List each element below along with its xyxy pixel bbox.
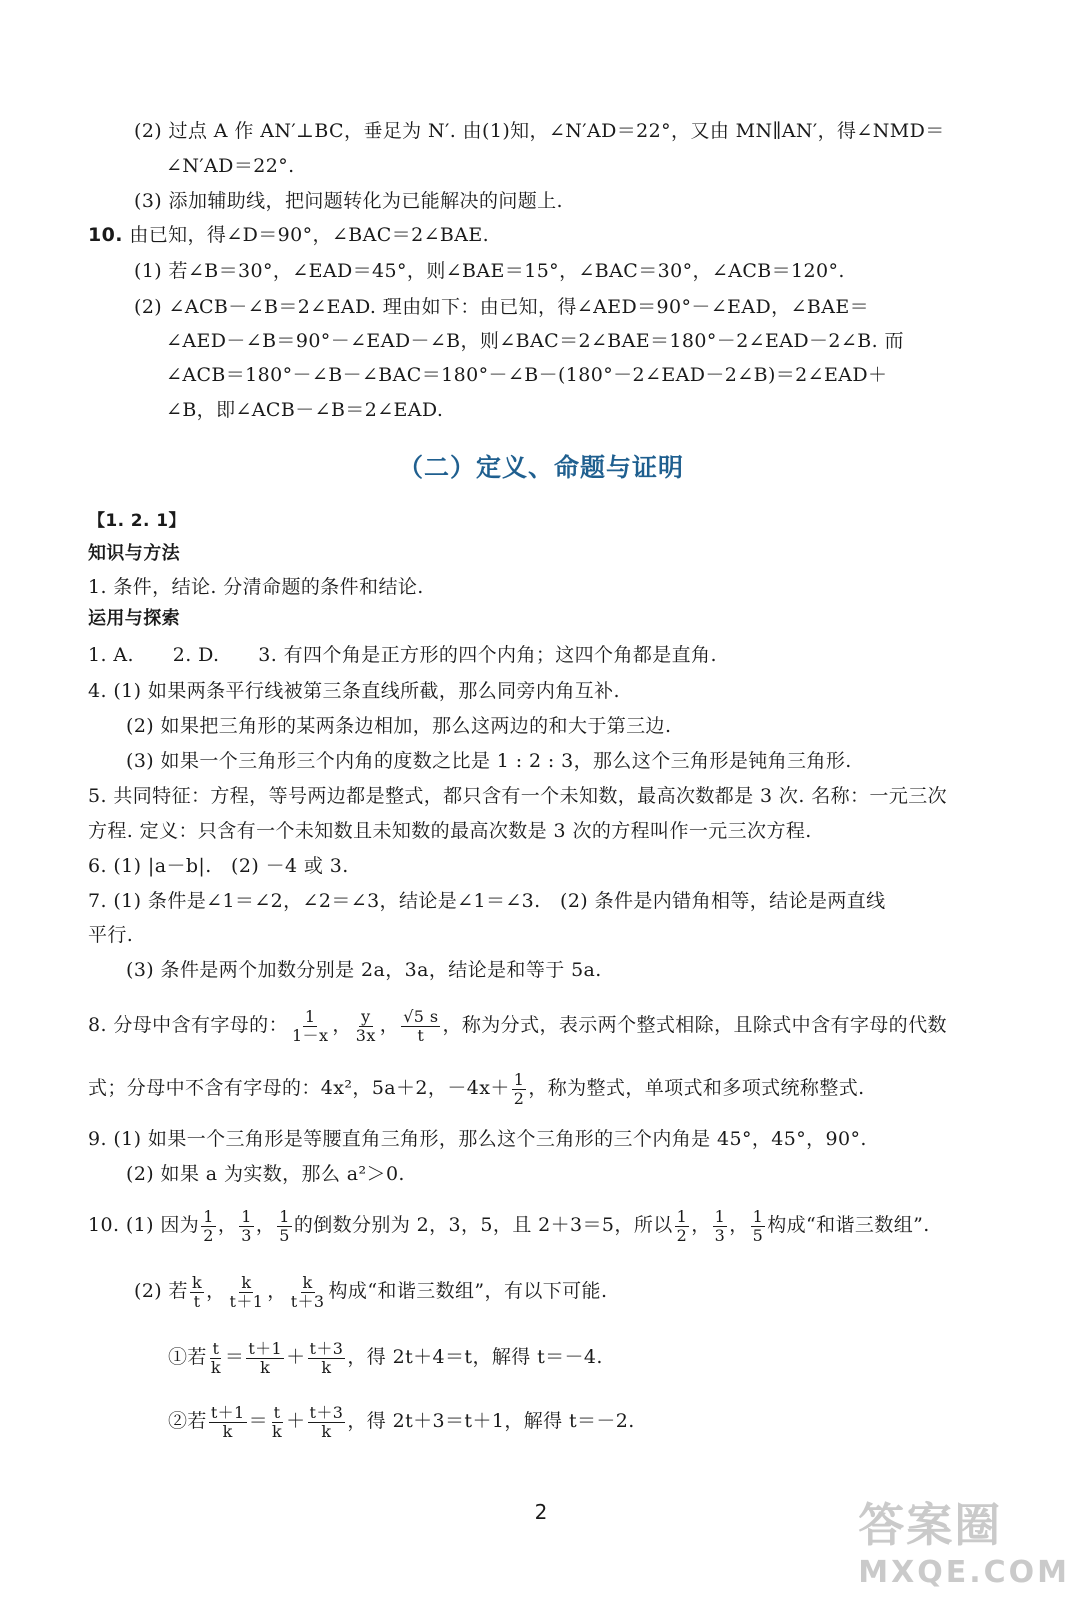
text-line: 5. 共同特征：方程，等号两边都是整式，都只含有一个未知数，最高次数都是 3 次. 名称：一元三次: [88, 785, 948, 807]
text-line: 1. 条件，结论. 分清命题的条件和结论.: [88, 576, 424, 598]
text-line: 平行.: [88, 924, 134, 946]
text-line: 由已知，得∠D＝90°，∠BAC＝2∠BAE.: [129, 224, 490, 246]
case-1: ①若 $\frac{t}{k}$ ＝ $\frac{t+1}{k}$ ＋ $\frac{t+3}{k}$ ，得 2t＋4＝t，解得 t＝－4.: [168, 1338, 603, 1377]
page-number: 2: [534, 1500, 548, 1524]
text-line: ∠AED－∠B＝90°－∠EAD－∠B，则∠BAC＝2∠BAE＝180°－2∠EAD－2∠B. 而: [166, 330, 904, 352]
text-segment: ，称为分式，表示两个整式相除，且除式中含有字母的代数: [442, 1014, 947, 1036]
text-line: (2) ∠ACB－∠B＝2∠EAD. 理由如下：由已知，得∠AED＝90°－∠EAD，∠BAE＝: [134, 296, 870, 318]
text-line: (2) 如果 a 为实数，那么 a²＞0.: [126, 1163, 405, 1185]
section-tag: 【1. 2. 1】: [88, 511, 186, 531]
text-line: (1) 若∠B＝30°，∠EAD＝45°，则∠BAE＝15°，∠BAC＝30°，∠ACB＝120°.: [134, 260, 845, 282]
question-10-part2: (2) 若 $\frac{k}{t}$ ， $\frac{k}{t+1}$ ， $\frac{k}{t+3}$ 构成“和谐三数组”，有以下可能.: [134, 1272, 608, 1311]
text-line: (2) 如果把三角形的某两条边相加，那么这两边的和大于第三边.: [126, 715, 672, 737]
text-line: (3) 条件是两个加数分别是 2a，3a，结论是和等于 5a.: [126, 959, 602, 981]
question-number: 10.: [88, 224, 123, 246]
text-line: 6. (1) |a－b|. (2) －4 或 3.: [88, 855, 349, 877]
text-line: 9. (1) 如果一个三角形是等腰直角三角形，那么这个三角形的三个内角是 45°，45°，90°.: [88, 1128, 867, 1150]
section-title: （二）定义、命题与证明: [397, 453, 684, 482]
text-segment: ，称为整式，单项式和多项式统称整式.: [528, 1077, 865, 1099]
text-line: ∠B，即∠ACB－∠B＝2∠EAD.: [166, 399, 444, 421]
fraction: $\frac{y}{3x}$: [355, 1006, 376, 1045]
heading-apply: 运用与探索: [88, 608, 180, 629]
question-8-line1: 8. 分母中含有字母的： $\frac{1}{1-x}$ ， $\frac{y}{3x}$ ， $\frac{√5 s}{t}$ ，称为分式，表示两个整式相除，且除式中含有字母的代数: [88, 1006, 947, 1045]
question-10: [88, 222, 489, 248]
text-line: 7. (1) 条件是∠1＝∠2，∠2＝∠3，结论是∠1＝∠3. (2) 条件是内错角相等，结论是两直线: [88, 890, 886, 912]
question-10-part1: 10. (1) 因为 $\frac{1}{2}$ ， $\frac{1}{3}$ ， $\frac{1}{5}$ 的倒数分别为 2，3，5，且 2＋3＝5，所以 $\frac{1}{2}$ ， $\frac{1}{3}$ ， $\frac{1}{5}$ 构成“和谐三数组”.: [88, 1206, 930, 1245]
text-line: 4. (1) 如果两条平行线被第三条直线所截，那么同旁内角互补.: [88, 680, 620, 702]
fraction: $\frac{1}{2}$: [513, 1069, 525, 1108]
text-line: ∠N′AD＝22°.: [166, 155, 295, 177]
text-segment: 式；分母中不含有字母的：4x²，5a＋2，－4x＋: [88, 1077, 510, 1099]
watermark-text: 答案圈: [858, 1498, 1003, 1552]
text-line: 方程. 定义：只含有一个未知数且未知数的最高次数是 3 次的方程叫作一元三次方程.: [88, 820, 812, 842]
text-line: (3) 添加辅助线，把问题转化为已能解决的问题上.: [134, 190, 563, 212]
text-segment: 8. 分母中含有字母的：: [88, 1014, 288, 1036]
fraction: $\frac{1}{1-x}$: [291, 1006, 329, 1045]
text-line: (3) 如果一个三角形三个内角的度数之比是 1 : 2 : 3，那么这个三角形是钝角三角形.: [126, 750, 852, 772]
question-8-line2: [88, 1065, 865, 1111]
watermark-logo: [858, 1489, 1070, 1590]
heading-knowledge: 知识与方法: [88, 543, 180, 564]
case-2: ②若 $\frac{t+1}{k}$ ＝ $\frac{t}{k}$ ＋ $\frac{t+3}{k}$ ，得 2t＋3＝t＋1，解得 t＝－2.: [168, 1402, 635, 1441]
watermark-url: MXQE.COM: [858, 1555, 1070, 1590]
text-line: 1. A. 2. D. 3. 有四个角是正方形的四个内角；这四个角都是直角.: [88, 644, 717, 666]
fraction: $\frac{√5 s}{t}$: [403, 1006, 439, 1045]
text-line: ∠ACB＝180°－∠B－∠BAC＝180°－∠B－(180°－2∠EAD－2∠B)＝2∠EAD＋: [166, 364, 888, 386]
text-line: (2) 过点 A 作 AN′⊥BC，垂足为 N′. 由(1)知，∠N′AD＝22°，又由 MN∥AN′，得∠NMD＝: [134, 120, 945, 142]
